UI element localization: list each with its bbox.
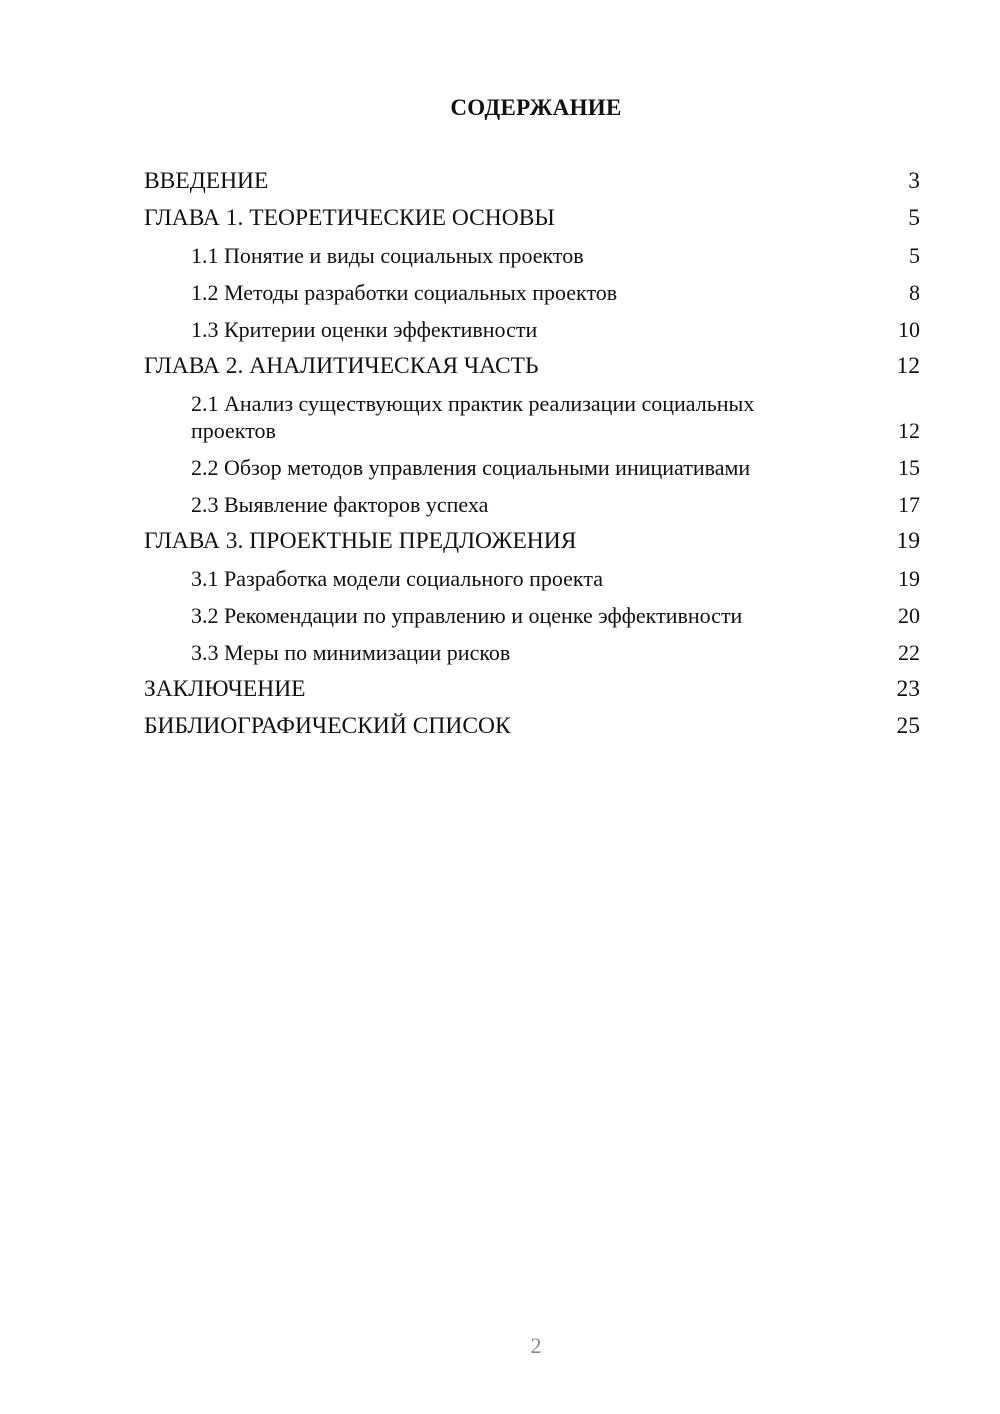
toc-entry-section-2-3[interactable] [144,491,920,518]
table-of-contents [144,168,920,750]
toc-entry-page: 17 [898,492,920,517]
toc-entry-title: 1.1 Понятие и виды социальных проектов [191,243,584,268]
toc-entry-page: 25 [896,713,920,739]
toc-entry-chapter-3[interactable] [144,528,920,555]
toc-entry-page: 12 [896,353,920,379]
toc-entry-title: ГЛАВА 3. ПРОЕКТНЫЕ ПРЕДЛОЖЕНИЯ [144,528,577,554]
toc-entry-section-3-1[interactable] [144,565,920,592]
toc-entry-title: 3.1 Разработка модели социального проекта [191,566,603,591]
toc-entry-page: 19 [896,528,920,554]
toc-entry-section-2-2[interactable] [144,454,920,481]
toc-entry-page: 23 [896,676,920,702]
toc-entry-page: 3 [908,168,920,194]
toc-entry-bibliography[interactable] [144,713,920,740]
toc-entry-section-1-3[interactable] [144,316,920,343]
toc-entry-section-1-2[interactable] [144,279,920,306]
toc-entry-page: 5 [909,243,920,268]
toc-entry-section-3-2[interactable] [144,602,920,629]
toc-entry-section-3-3[interactable] [144,639,920,666]
toc-entry-section-1-1[interactable] [144,242,920,269]
toc-entry-title: БИБЛИОГРАФИЧЕСКИЙ СПИСОК [144,713,511,739]
toc-entry-title: ВВЕДЕНИЕ [144,168,269,194]
toc-entry-page: 15 [898,455,920,480]
page-title: СОДЕРЖАНИЕ [450,95,622,120]
toc-entry-page: 12 [898,418,920,443]
toc-entry-page: 20 [898,603,920,628]
toc-entry-chapter-1[interactable] [144,205,920,232]
toc-entry-title: 1.2 Методы разработки социальных проектов [191,280,618,305]
toc-entry-title: 1.3 Критерии оценки эффективности [191,317,538,342]
toc-entry-title: ГЛАВА 2. АНАЛИТИЧЕСКАЯ ЧАСТЬ [144,353,539,379]
toc-entry-title: 3.2 Рекомендации по управлению и оценке эффективности [191,603,743,628]
toc-entry-page: 8 [909,280,920,305]
toc-entry-title: 3.3 Меры по минимизации рисков [191,640,511,665]
toc-entry-title: 2.2 Обзор методов управления социальными инициативами [191,455,751,480]
page-number: 2 [530,1333,542,1358]
toc-entry-title: ГЛАВА 1. ТЕОРЕТИЧЕСКИЕ ОСНОВЫ [144,205,555,231]
toc-entry-page: 10 [898,317,920,342]
toc-entry-title: 2.3 Выявление факторов успеха [191,492,489,517]
toc-entry-conclusion[interactable] [144,676,920,703]
toc-entry-introduction[interactable] [144,168,920,195]
toc-entry-section-2-1[interactable] [144,390,920,444]
toc-entry-page: 22 [898,640,920,665]
toc-entry-title: 2.1 Анализ существующих практик реализации социальных проектов [191,391,755,443]
toc-entry-page: 19 [898,566,920,591]
toc-entry-title: ЗАКЛЮЧЕНИЕ [144,676,306,702]
toc-entry-chapter-2[interactable] [144,353,920,380]
toc-entry-page: 5 [908,205,920,231]
